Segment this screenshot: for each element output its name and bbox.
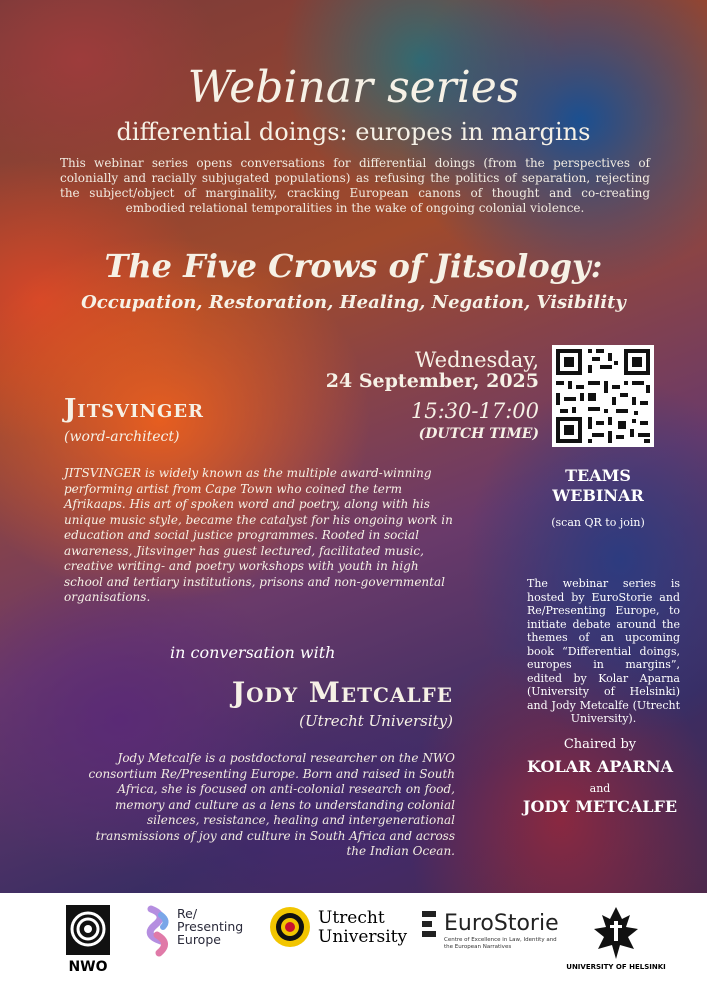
eurostorie-mark-icon <box>420 905 440 945</box>
representing-europe-logo <box>145 905 260 965</box>
eurostorie-label: EuroStorie <box>444 911 559 936</box>
eurostorie-logo <box>420 905 560 955</box>
qr-code-icon[interactable] <box>552 345 654 447</box>
platform-label <box>528 466 668 506</box>
helsinki-label: UNIVERSITY OF HELSINKI <box>566 963 666 971</box>
eurostorie-tagline: Centre of Excellence in Law, Identity and the European Narratives <box>444 937 557 950</box>
rpe-label <box>177 907 243 946</box>
chair-name-1: KOLAR APARNA <box>527 757 673 776</box>
uu-line1: Utrecht <box>318 908 385 928</box>
event-time: 15:30-17:00 <box>410 399 539 423</box>
talk-topics: Occupation, Restoration, Healing, Negation, Visibility <box>81 292 626 313</box>
speaker-name: Jitsvinger <box>64 394 205 424</box>
helsinki-flame-icon <box>560 905 672 961</box>
sun-seal-icon <box>268 905 312 949</box>
university-of-helsinki-logo <box>560 905 672 975</box>
speaker-role: (word-architect) <box>64 429 180 445</box>
uu-label <box>318 909 407 947</box>
rpe-line3: Europe <box>177 932 221 947</box>
utrecht-university-logo <box>268 905 408 955</box>
platform-line2: WEBINAR <box>552 486 644 505</box>
conversation-label: in conversation with <box>170 643 336 662</box>
nwo-label: NWO <box>68 959 108 975</box>
guest-name: Jody Metcalfe <box>231 676 453 709</box>
event-timezone: (DUTCH TIME) <box>418 426 539 442</box>
uu-line2: University <box>318 927 408 947</box>
rpe-ribbon-icon <box>145 905 173 961</box>
rpe-line1: Re/ <box>177 906 198 921</box>
series-subtitle: differential doings: europes in margins <box>116 118 591 146</box>
speaker-bio: JITSVINGER is widely known as the multiple award-winning performing artist from Cape Town who coined the term Afrikaaps. His art of spoken word and poetry, along with his unique music style, became the catalyst for his ongoing work in education and social justice programmes. Rooted in social awareness, Jitsvinger has guest lectured, facilitated music, creative writing- and poetry workshops with youth in high school and tertiary institutions, prisons and non-governmental organisations. <box>64 466 453 604</box>
scan-note: (scan QR to join) <box>551 516 645 529</box>
chaired-label: Chaired by <box>563 737 637 752</box>
event-date: 24 September, 2025 <box>325 370 539 392</box>
chair-and: and <box>589 782 611 795</box>
hosting-info: The webinar series is hosted by EuroStorie and Re/Presenting Europe, to initiate debate around the themes of an upcoming book “Differential doings, europes in margins”, edited by Kolar Aparna (University of Helsinki) and Jody Metcalfe (Utrecht University). <box>527 577 680 725</box>
chair-name-2: JODY METCALFE <box>522 797 678 816</box>
platform-line1: TEAMS <box>565 466 631 485</box>
series-intro: This webinar series opens conversations for differential doings (from the perspectives of colonially and racially subjugated populations) as refusing the politics of separation, rejecting the subject/object of marginality, cracking European canons of thought and co-creating embodied relational temporalities in the wake of ongoing colonial violence. <box>60 156 650 215</box>
guest-affiliation: (Utrecht University) <box>299 712 453 730</box>
guest-bio: Jody Metcalfe is a postdoctoral researcher on the NWO consortium Re/Presenting Europe. Born and raised in South Africa, she is focused on anti-colonial research on food, memory and culture as a lens to understanding colonial silences, resistance, healing and intergenerational transmissions of joy and culture in South Africa and across the Indian Ocean. <box>88 751 455 858</box>
talk-title: The Five Crows of Jitsology: <box>104 247 603 285</box>
series-title: Webinar series <box>187 62 520 113</box>
nwo-spiral-icon <box>66 905 110 955</box>
rpe-line2: Presenting <box>177 919 244 934</box>
event-day: Wednesday, <box>414 348 539 372</box>
nwo-logo <box>66 905 110 975</box>
